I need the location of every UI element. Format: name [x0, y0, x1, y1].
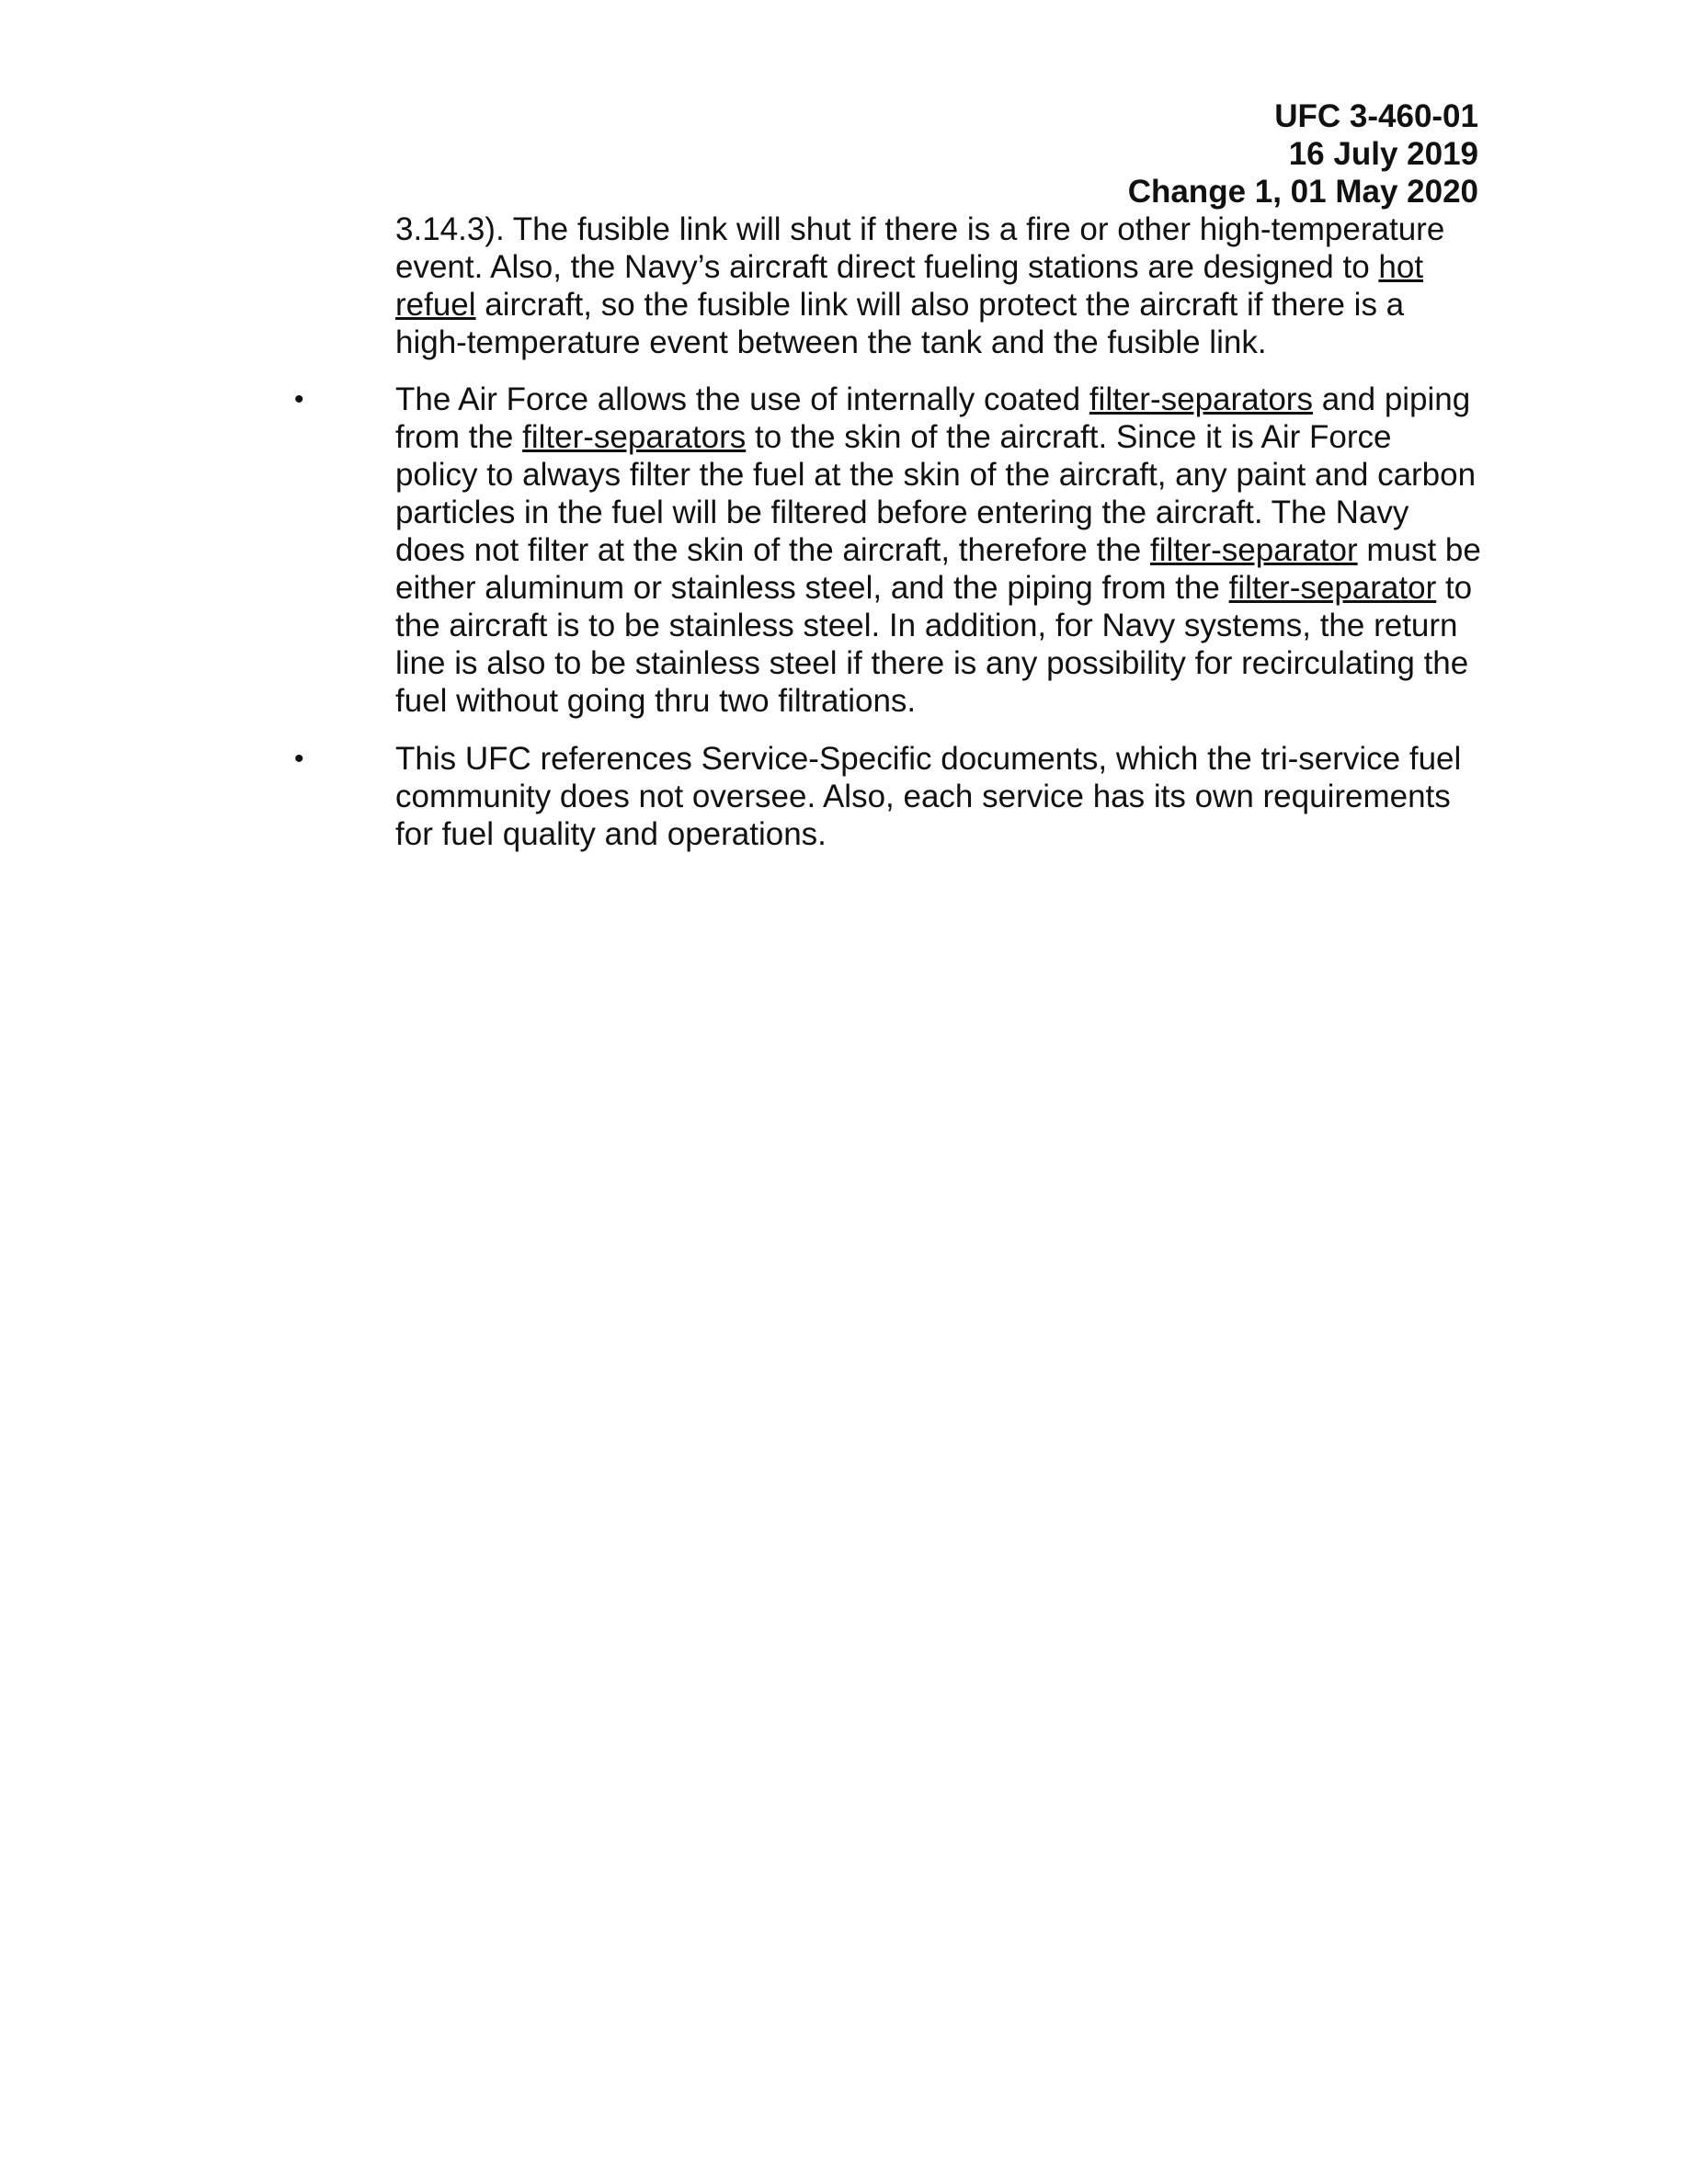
filter-separator-link[interactable]: filter-separator — [1228, 570, 1437, 606]
hot-refuel-link[interactable]: hot refuel — [395, 249, 1424, 323]
paragraph-fusible-link — [395, 210, 1482, 361]
text-segment: and piping from the — [395, 381, 1471, 455]
text-segment: to the skin of the aircraft. Since it is Air Force policy to always filter the fuel at the skin of the aircraft, any paint and carbon particles in the fuel will be filtered before entering the aircraft. The Navy does not filter at the skin of the aircraft, therefore the — [395, 419, 1477, 568]
text-segment: to the aircraft is to be stainless steel. In addition, for Navy systems, the return line is also to be stainless steel if there is any possibility for recirculating the fuel without going thru two filtrations. — [395, 570, 1473, 719]
filter-separators-link[interactable]: filter-separators — [1089, 381, 1313, 417]
text-segment: 3.14.3). The fusible link will shut if there is a fire or other high-temperature event. Also, the Navy’s aircraft direct fueling stations are designed to — [395, 211, 1445, 285]
filter-separators-link[interactable]: filter-separators — [522, 419, 747, 455]
document-number: UFC 3-460-01 — [1274, 98, 1478, 134]
bullet-marker: • — [294, 744, 304, 774]
document-header — [1128, 97, 1478, 210]
filter-separator-link[interactable]: filter-separator — [1150, 532, 1358, 568]
text-segment: aircraft, so the fusible link will also protect the aircraft if there is a high-temperature event between the tank and the fusible link. — [395, 287, 1405, 360]
paragraph-service-specific: This UFC references Service-Specific documents, which the tri-service fuel community does not oversee. Also, each service has its own requirements for fuel quality and operations. — [395, 741, 1462, 852]
change-notice: Change 1, 01 May 2020 — [1127, 174, 1478, 210]
document-date: 16 July 2019 — [1288, 136, 1478, 172]
paragraph-air-force-filtering — [395, 381, 1482, 720]
text-segment: The Air Force allows the use of internally coated — [395, 381, 1089, 417]
bullet-marker: • — [294, 384, 304, 415]
text-segment: must be either aluminum or stainless steel, and the piping from the — [395, 532, 1481, 606]
